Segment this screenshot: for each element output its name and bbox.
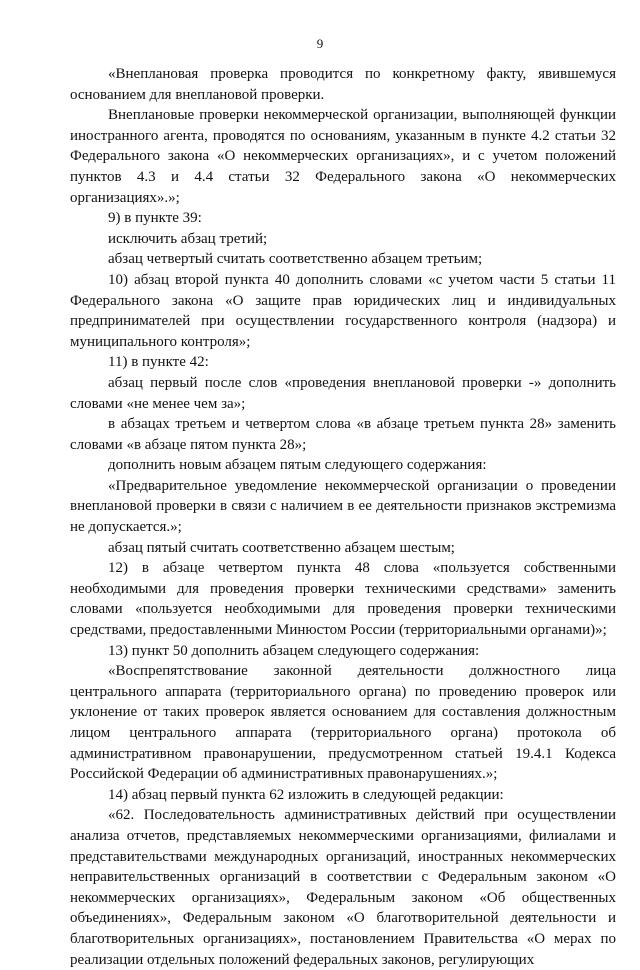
paragraph: «Предварительное уведомление некоммерческой организации о проведении внеплановой проверки в связи с наличием в ее деятельности признаков экстремизма не допускается.»; [70,477,616,536]
paragraph: исключить абзац третий; [108,230,268,247]
paragraph: «62. Последовательность административных действий при осуществлении анализа отчетов, представляемых некоммерческими организациями, филиалами и представительствами международных организаций, иностранных некоммерческих неправительственных организаций в соответствии с Федеральным законом «О некоммерческих организациях», Федеральным законом «Об общественных объединениях», Федеральным законом «О благотворительной деятельности и благотворительных организациях», постановлением Правительства «О мерах по реализации отдельных положений федеральных законов, регулирующих [70,807,616,968]
paragraph: Внеплановые проверки некоммерческой организации, выполняющей функции иностранного агента, проводятся по основаниям, указанным в пункте 4.2 статьи 32 Федерального закона «О некоммерческих организациях», и с учетом положений пунктов 4.3 и 4.4 статьи 32 Федерального закона «О некоммерческих организациях».»; [70,107,616,206]
paragraph: абзац пятый считать соответственно абзацем шестым; [108,539,455,556]
page-number: 9 [316,36,324,51]
paragraph: 13) пункт 50 дополнить абзацем следующего содержания: [108,642,480,659]
paragraph: 11) в пункте 42: [108,354,209,371]
paragraph: «Воспрепятствование законной деятельности должностного лица центрального аппарата (территориального органа) по проведению проверок или уклонение от таких проверок является основанием для составления должностным лицом центрального аппарата (территориального органа) протокола об административном правонарушении, предусмотренном статьей 19.4.1 Кодекса Российской Федерации об административных правонарушениях.»; [70,663,616,783]
paragraph: абзац первый после слов «проведения внеплановой проверки -» дополнить словами «не менее чем за»; [70,374,616,412]
paragraph: 14) абзац первый пункта 62 изложить в следующей редакции: [108,786,504,803]
paragraph: 12) в абзаце четвертом пункта 48 слова «пользуется собственными необходимыми для проведения проверки техническими средствами» заменить словами «пользуется необходимыми для проведения проверки техническими средствами, предоставленными Минюстом России (территориальными органами)»; [70,560,616,639]
paragraph: 9) в пункте 39: [108,210,202,227]
document-body [70,64,616,970]
paragraph: «Внеплановая проверка проводится по конкретному факту, явившемуся основанием для внеплановой проверки. [70,66,616,103]
paragraph: 10) абзац второй пункта 40 дополнить словами «с учетом части 5 статьи 11 Федерального закона «О защите прав юридических лиц и индивидуальных предпринимателей при осуществлении государственного контроля (надзора) и муниципального контроля»; [70,271,616,350]
paragraph: дополнить новым абзацем пятым следующего содержания: [108,457,487,474]
paragraph: в абзацах третьем и четвертом слова «в абзаце третьем пункта 28» заменить словами «в абзаце пятом пункта 28»; [70,416,616,453]
paragraph: абзац четвертый считать соответственно абзацем третьим; [108,251,483,268]
